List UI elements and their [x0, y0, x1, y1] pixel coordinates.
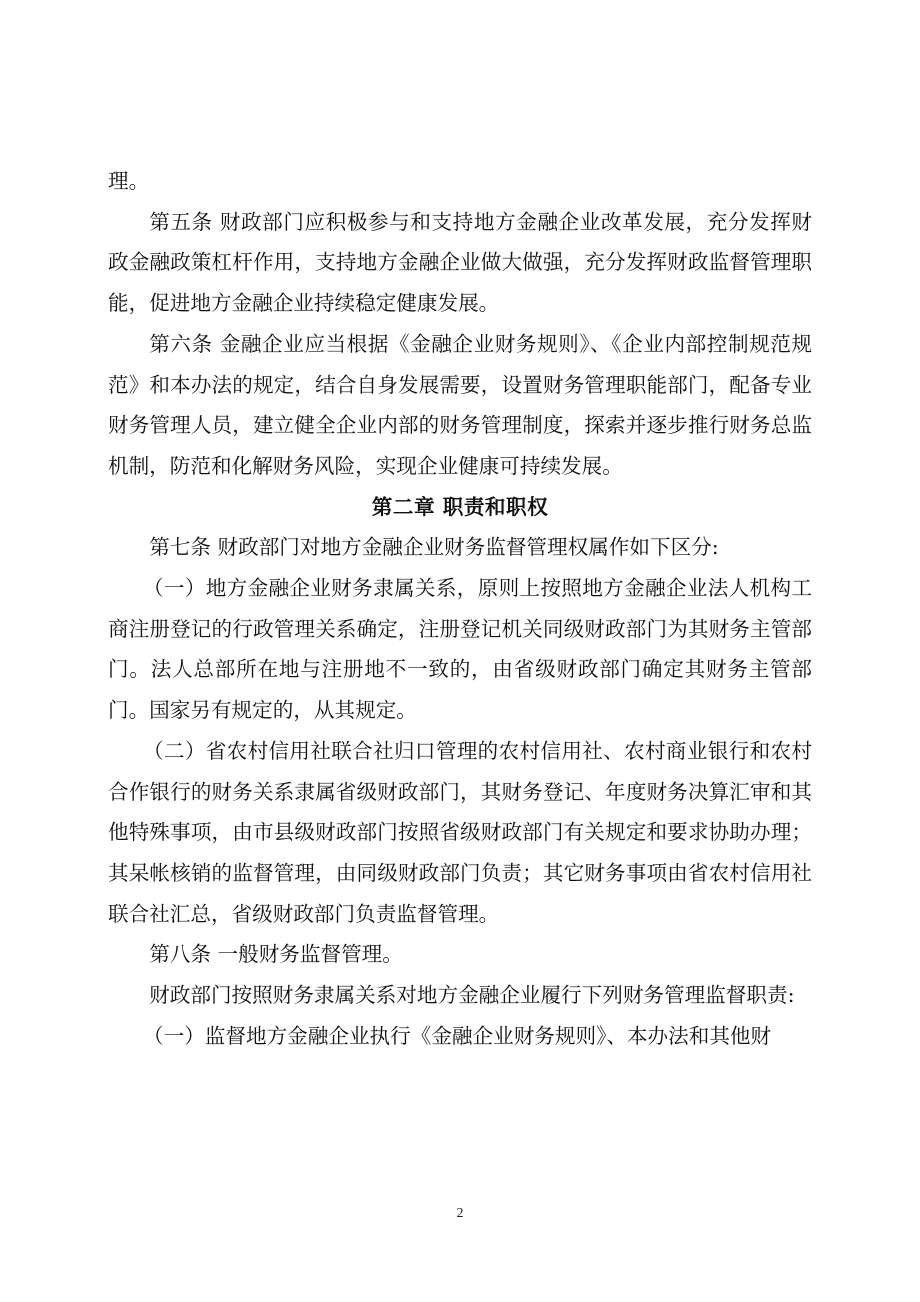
article-7-item-2: （二）省农村信用社联合社归口管理的农村信用社、农村商业银行和农村合作银行的财务关系隶属省级财政部门，其财务登记、年度财务决算汇审和其他特殊事项，由市县级财政部门按照省级财政部门有关规定和要求协助办理；其呆帐核销的监督管理，由同级财政部门负责；其它财务事项由省农村信用社联合社汇总，省级财政部门负责监督管理。: [108, 738, 812, 926]
article-8: 第八条 一般财务监督管理。: [149, 942, 403, 967]
article-7: 第七条 财政部门对地方金融企业财务监督管理权属作如下区分:: [149, 535, 719, 560]
article-5: 第五条 财政部门应积极参与和支持地方金融企业改革发展，充分发挥财政金融政策杠杆作用，支持地方金融企业做大做强，充分发挥财政监督管理职能，促进地方金融企业持续稳定健康发展。: [108, 209, 812, 316]
article-8-intro: 财政部门按照财务隶属关系对地方金融企业履行下列财务管理监督职责:: [149, 983, 795, 1008]
article-8-item-1: （一）监督地方金融企业执行《金融企业财务规则》、本办法和其他财: [143, 1023, 772, 1048]
document-body: [108, 161, 812, 1056]
chapter-heading: 第二章 职责和职权: [371, 494, 549, 519]
article-6: 第六条 金融企业应当根据《金融企业财务规则》、《企业内部控制规范规范》和本办法的规定，结合自身发展需要，设置财务管理职能部门，配备专业财务管理人员，建立健全企业内部的财务管理制度，探索并逐步推行财务总监机制，防范和化解财务风险，实现企业健康可持续发展。: [108, 331, 812, 478]
page-number: 2: [456, 1206, 464, 1221]
paragraph-continuation: 理。: [108, 169, 150, 193]
article-7-item-1: （一）地方金融企业财务隶属关系，原则上按照地方金融企业法人机构工商注册登记的行政管理关系确定，注册登记机关同级财政部门为其财务主管部门。法人总部所在地与注册地不一致的，由省级财政部门确定其财务主管部门。国家另有规定的，从其规定。: [108, 576, 812, 723]
